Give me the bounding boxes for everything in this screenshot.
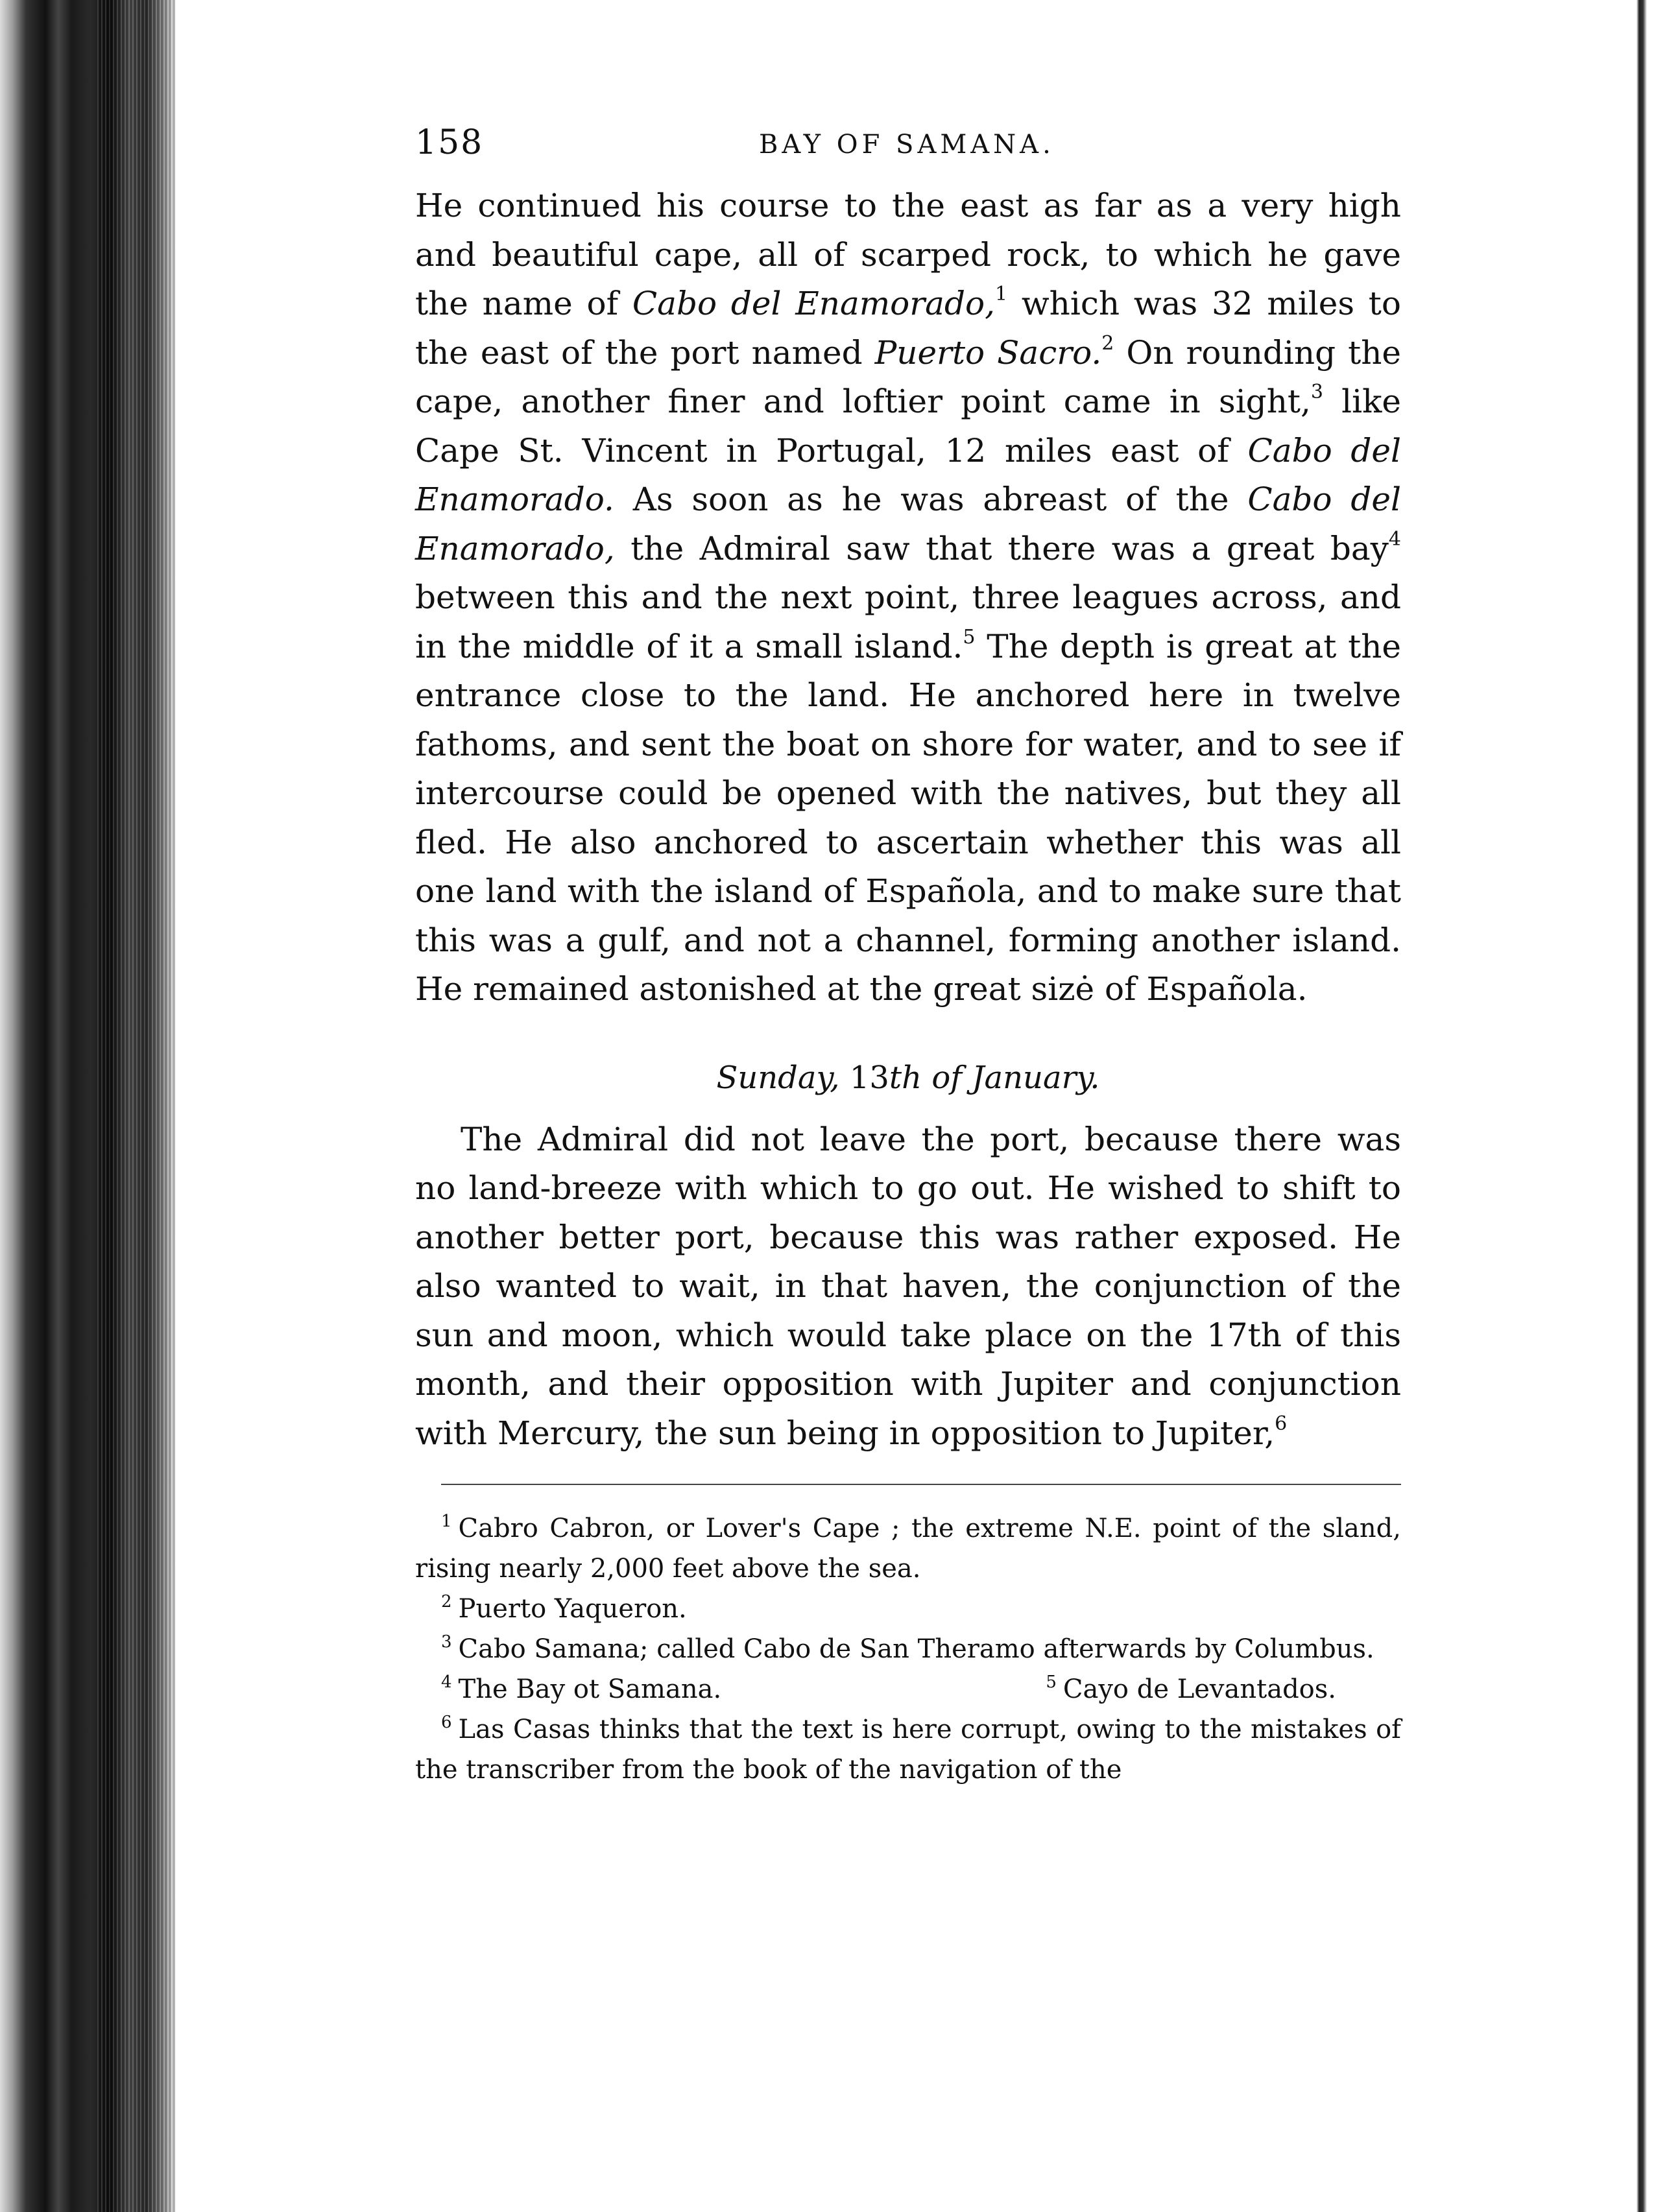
book-page-edges <box>97 0 175 2212</box>
page-number: 158 <box>415 123 484 162</box>
footnote-4: $^4$ The Bay ot Samana. <box>441 1672 722 1704</box>
footnote-ref-2: 2 <box>1101 331 1114 355</box>
footnote-ref-4: 4 <box>1388 527 1401 551</box>
footnote-ref-1: 1 <box>995 283 1008 305</box>
footnotes <box>415 1508 1401 1790</box>
right-page-edge <box>1585 0 1656 2212</box>
footnote-divider <box>441 1484 1401 1485</box>
running-head-title: BAY OF SAMANA. <box>759 130 1055 160</box>
footnote-2: $^2$ Puerto Yaqueron. <box>441 1592 687 1624</box>
footnote-ref-6: 6 <box>1275 1412 1288 1435</box>
footnote-5: $^5$ Cayo de Levantados. <box>1046 1672 1336 1704</box>
footnote-4-5 <box>415 1669 1401 1709</box>
running-head <box>415 123 1401 182</box>
body-text <box>415 182 1401 1458</box>
footnote-ref-5: 5 <box>963 625 976 648</box>
paragraph-1: He continued his course to the east as far as a very high and beautiful cape, all of scarped rock, to which he gave the name of Cabo del Enamorado,$^1$ which was 32 miles to the east of the port named Puerto Sacro.$^2$ On rounding the cape, another finer and loftier point came in sight,$^3$ like Cape St. Vincent in Portugal, 12 miles east of Cabo del Enamorado. As soon as he was abreast of the Cabo del Enamorado, the Admiral saw that there was a great bay$^4$ between this and the next point, three leagues across, and in the middle of it a small island.$^5$ The depth is great at the entrance close to the land. He anchored here in twelve fathoms, and sent the boat on shore for water, and to see if intercourse could be opened with the natives, but they all fled. He also anchored to ascertain whether this was all one land with the island of Española, and to make sure that this was a gulf, and not a channel, forming another island. He remained astonished at the great sizė of Española. <box>415 187 1402 1008</box>
footnote-6: $^6$ Las Casas thinks that the text is here corrupt, owing to the mistakes of the transcriber from the book of the navigation of the <box>415 1713 1401 1785</box>
book-page <box>415 123 1401 1790</box>
section-heading: Sunday, 13th of January. <box>716 1059 1100 1096</box>
paragraph-2: The Admiral did not leave the port, because there was no land-breeze with which to go out. He wished to shift to another better port, because this was rather exposed. He also wanted to wait, in that haven, the conjunction of the sun and moon, which would take place on the 17th of this month, and their opposition with Jupiter and conjunction with Mercury, the sun being in opposition to Jupiter,$^6$ <box>415 1120 1401 1452</box>
footnote-1: $^1$ Cabro Cabron, or Lover's Cape ; the extreme N.E. point of the sland, rising nearly 2,000 feet above the sea. <box>415 1512 1401 1584</box>
footnote-ref-3: 3 <box>1310 381 1323 403</box>
footnote-3: $^3$ Cabo Samana; called Cabo de San Theramo afterwards by Columbus. <box>441 1632 1374 1664</box>
